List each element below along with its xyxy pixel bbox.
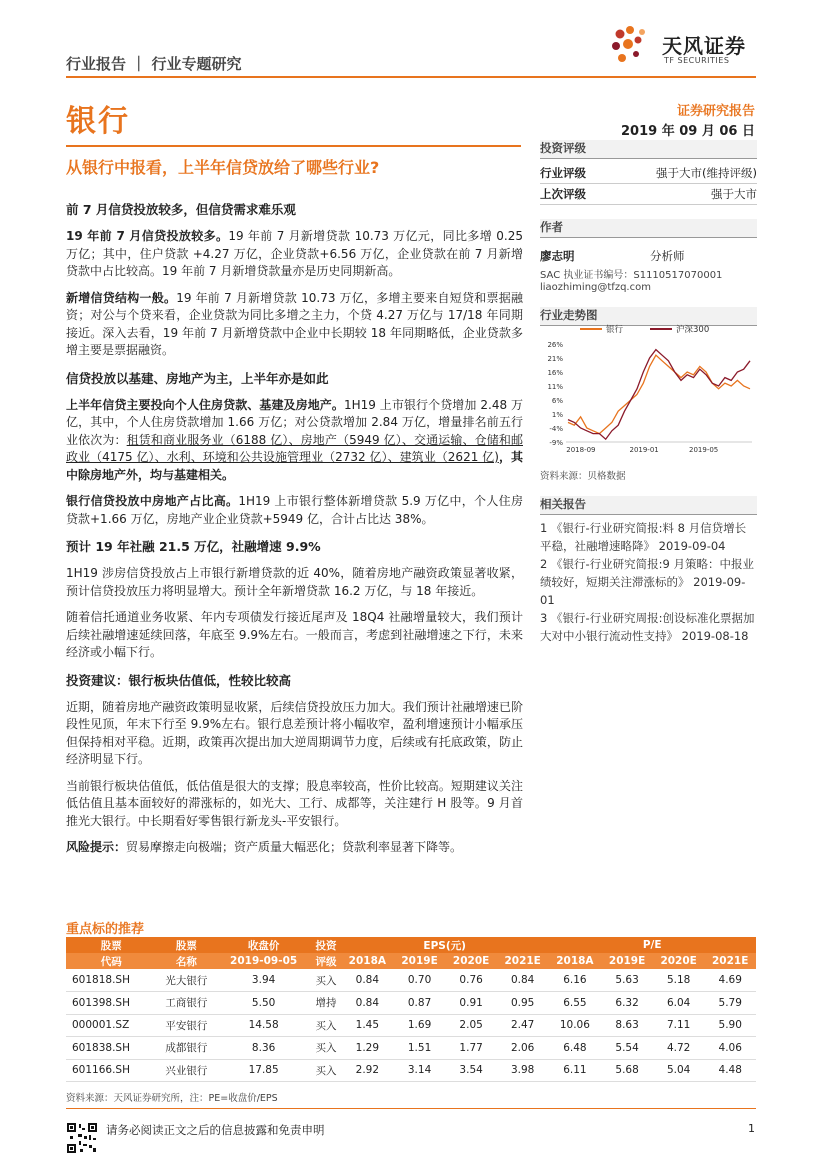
para-text: 19 年前 7 月新增贷款 10.73 万亿元，同比多增 0.25 万亿；其中，住户贷款 +4.27 万亿，企业贷款+6.56 万亿，企业贷款在前 7 月新增贷款中占比较高。19 年前 7 月新增贷款量亦是历史同期新高。	[66, 229, 523, 278]
table-cell: 4.06	[704, 1037, 756, 1060]
x-tick-label: 2018-09	[566, 446, 596, 454]
table-subheader: 2019-09-05	[216, 953, 311, 969]
section-title: 前 7 月信贷投放较多，但信贷需求难乐观	[66, 202, 296, 217]
table-cell: 平安银行	[157, 1014, 216, 1037]
company-name-cn: 天风证券	[662, 34, 746, 58]
table-cell: 0.84	[497, 969, 549, 992]
table-cell: 买入	[311, 1037, 341, 1060]
table-header-row	[66, 953, 756, 969]
table-cell: 7.11	[653, 1014, 705, 1037]
table-row	[66, 992, 756, 1015]
table-cell: 14.58	[216, 1014, 311, 1037]
y-tick-label: -9%	[549, 439, 563, 447]
author-role: 分析师	[650, 249, 685, 263]
table-subheader: 代码	[66, 953, 157, 969]
table-cell: 601166.SH	[66, 1059, 157, 1082]
industry-rating-label: 行业评级	[540, 166, 586, 180]
table-cell: 4.69	[704, 969, 756, 992]
table-cell: 0.70	[394, 969, 446, 992]
report-type: 证券研究报告	[676, 104, 755, 119]
para-text: 贸易摩擦走向极端；资产质量大幅恶化；贷款利率显著下降等。	[126, 840, 463, 854]
table-row	[66, 1014, 756, 1037]
table-cell: 0.91	[445, 992, 497, 1015]
para-lead: 风险提示：	[66, 840, 127, 854]
paragraph: 近期，随着房地产融资政策明显收紧，后续信贷投放压力加大。我们预计社融增速已阶段性见顶，年末下行至 9.9%左右。银行息差预计将小幅收窄，盈利增速预计小幅承压但保持相对平稳。近期，政策再次提出加大逆周期调节力度，后续或有托底政策，防止经济明显下行。	[66, 699, 523, 766]
paragraph	[66, 839, 523, 857]
para-lead: 银行信贷投放中房地产占比高。	[66, 494, 239, 508]
table-cell: 光大银行	[157, 969, 216, 992]
table-header-row	[66, 937, 756, 953]
footer-divider	[66, 1108, 756, 1109]
table-cell: 601838.SH	[66, 1037, 157, 1060]
table-cell: 3.94	[216, 969, 311, 992]
para-underline: 租赁和商业服务业（6188 亿）、房地产（5949 亿）、交通运输、仓储和邮政业（4175 亿）、水利、环境和公共设施管理业（2732 亿）、建筑业（2621 亿)	[66, 432, 523, 464]
table-cell: 买入	[311, 1014, 341, 1037]
company-name-en: TF SECURITIES	[664, 56, 730, 65]
table-header: 投资	[311, 937, 341, 953]
table-cell: 5.50	[216, 992, 311, 1015]
table-source: 资料来源：天风证券研究所，注：PE=收盘价/EPS	[66, 1093, 278, 1104]
y-tick-label: 16%	[547, 369, 563, 377]
table-cell: 6.55	[548, 992, 601, 1015]
y-tick-label: -4%	[549, 425, 563, 433]
table-cell: 3.98	[497, 1059, 549, 1082]
table-cell: 4.72	[653, 1037, 705, 1060]
table-cell: 1.29	[341, 1037, 394, 1060]
table-cell: 17.85	[216, 1059, 311, 1082]
table-cell: 4.48	[704, 1059, 756, 1082]
related-report-item[interactable]: 1 《银行-行业研究简报:料 8 月信贷增长平稳，社融增速略降》 2019-09-04	[540, 521, 747, 553]
header-divider	[66, 76, 756, 78]
table-cell: 买入	[311, 1059, 341, 1082]
section-title: 信贷投放以基建、房地产为主，上半年亦是如此	[66, 370, 329, 386]
y-tick-label: 11%	[547, 383, 563, 391]
table-cell: 成都银行	[157, 1037, 216, 1060]
main-body	[66, 200, 523, 866]
table-row	[66, 1059, 756, 1082]
table-cell: 0.87	[394, 992, 446, 1015]
paragraph	[66, 493, 523, 528]
table-row	[66, 1037, 756, 1060]
logo-mark-icon	[612, 26, 645, 62]
table-cell: 1.45	[341, 1014, 394, 1037]
related-report-item[interactable]: 2 《银行-行业研究简报:9 月策略：中报业绩较好，短期关注滞涨标的》 2019-09-01	[540, 557, 754, 607]
table-cell: 6.16	[548, 969, 601, 992]
para-lead: 新增信贷结构一般。	[66, 290, 177, 305]
table-row	[66, 969, 756, 992]
table-cell: 增持	[311, 992, 341, 1015]
related-reports	[540, 496, 757, 645]
table-cell: 买入	[311, 969, 341, 992]
related-title: 相关报告	[540, 496, 757, 515]
table-cell: 8.63	[601, 1014, 653, 1037]
para-tail: ，其中除房地产外，均与基建相关。	[66, 450, 523, 482]
table-cell: 5.63	[601, 969, 653, 992]
table-header: EPS(元)	[341, 937, 549, 953]
recommend-title: 重点标的推荐	[66, 922, 145, 937]
para-text: 1H19 上市银行个贷增加 2.48 万亿，其中，个人住房贷款增加 1.66 万亿；对公贷款增加 2.84 万亿，增量排名前五行业依次为：	[66, 397, 523, 447]
table-cell: 6.11	[548, 1059, 601, 1082]
author-row	[540, 242, 757, 264]
table-subheader: 2018A	[341, 953, 394, 969]
report-date: 2019 年 09 月 06 日	[621, 124, 755, 139]
table-cell: 1.51	[394, 1037, 446, 1060]
paragraph: 当前银行板块估值低，低估值是很大的支撑；股息率较高，性价比较高。短期建议关注低估值且基本面较好的滞涨标的，如光大、工行、成都等，关注建行 H 股等。9 月首推光大银行。中长期看好零售银行新龙头-平安银行。	[66, 778, 523, 828]
trend-chart	[540, 318, 757, 463]
last-rating-value: 强于大市	[711, 187, 757, 201]
table-subheader: 2021E	[497, 953, 549, 969]
paragraph	[66, 397, 523, 485]
chart-source: 资料来源：贝格数据	[540, 471, 626, 482]
table-cell: 6.04	[653, 992, 705, 1015]
table-subheader: 2019E	[601, 953, 653, 969]
table-cell: 3.54	[445, 1059, 497, 1082]
legend-label: 沪深300	[676, 325, 710, 335]
series-line	[568, 355, 750, 433]
table-cell: 0.76	[445, 969, 497, 992]
table-cell: 601818.SH	[66, 969, 157, 992]
table-cell: 6.48	[548, 1037, 601, 1060]
table-subheader: 2020E	[445, 953, 497, 969]
table-cell: 601398.SH	[66, 992, 157, 1015]
table-cell: 10.06	[548, 1014, 601, 1037]
table-cell: 0.84	[341, 992, 394, 1015]
table-cell: 1.77	[445, 1037, 497, 1060]
x-tick-label: 2019-01	[629, 446, 659, 454]
table-cell: 5.68	[601, 1059, 653, 1082]
table-cell: 2.06	[497, 1037, 549, 1060]
table-cell: 2.47	[497, 1014, 549, 1037]
headline: 从银行中报看，上半年信贷放给了哪些行业?	[66, 158, 380, 177]
page-number: 1	[748, 1122, 755, 1135]
paragraph	[66, 290, 523, 360]
author-title: 作者	[540, 219, 757, 238]
y-tick-label: 6%	[551, 397, 563, 405]
headline-divider	[66, 145, 521, 147]
last-rating-label: 上次评级	[540, 187, 586, 201]
footer-disclaimer: 请务必阅读正文之后的信息披露和免责申明	[106, 1123, 325, 1137]
table-cell: 兴业银行	[157, 1059, 216, 1082]
series-line	[568, 350, 750, 440]
table-cell: 000001.SZ	[66, 1014, 157, 1037]
table-subheader: 名称	[157, 953, 216, 969]
table-cell: 工商银行	[157, 992, 216, 1015]
table-cell: 2.92	[341, 1059, 394, 1082]
y-tick-label: 21%	[547, 355, 563, 363]
industry-rating-row	[540, 163, 757, 184]
table-cell: 6.32	[601, 992, 653, 1015]
table-header: P/E	[548, 937, 756, 953]
table-cell: 0.84	[341, 969, 394, 992]
legend-label: 银行	[606, 325, 624, 335]
author-email[interactable]: liaozhiming@tfzq.com	[540, 282, 651, 293]
table-subheader: 2021E	[704, 953, 756, 969]
table-header: 股票	[157, 937, 216, 953]
table-cell: 5.79	[704, 992, 756, 1015]
para-lead: 上半年信贷主要投向个人住房贷款、基建及房地产。	[66, 397, 344, 412]
table-subheader: 2020E	[653, 953, 705, 969]
last-rating-row	[540, 184, 757, 205]
y-tick-label: 26%	[547, 341, 563, 349]
table-cell: 0.95	[497, 992, 549, 1015]
qr-code-icon	[66, 1122, 98, 1154]
sidebar	[540, 140, 757, 330]
table-cell: 2.05	[445, 1014, 497, 1037]
table-cell: 3.14	[394, 1059, 446, 1082]
author-name: 廖志明	[540, 249, 575, 263]
author-sac: SAC 执业证书编号：S1110517070001	[540, 270, 723, 281]
y-tick-label: 1%	[551, 411, 563, 419]
table-cell: 5.54	[601, 1037, 653, 1060]
table-cell: 8.36	[216, 1037, 311, 1060]
para-lead: 19 年前 7 月信贷投放较多。	[66, 229, 229, 243]
industry-rating-value: 强于大市(维持评级)	[656, 166, 757, 180]
section-title: 投资建议：银行板块估值低，性较比较高	[66, 672, 292, 688]
trend-title: 行业走势图	[540, 307, 757, 326]
table-subheader: 评级	[311, 953, 341, 969]
para-text: 19 年前 7 月新增贷款 10.73 万亿，多增主要来自短贷和票据融资；对公与个贷来看，企业贷款为同比多增之主力，个贷 4.27 万亿与 17/18 年同期接近。深入去看，19 年前 7 月新增贷款中企业中长期较 18 年同期略低，企业贷款多增主要是票据融资。	[66, 290, 523, 357]
paragraph	[66, 228, 523, 281]
rating-title: 投资评级	[540, 140, 757, 159]
table-cell: 5.90	[704, 1014, 756, 1037]
recommend-table	[66, 937, 756, 1082]
table-cell: 5.18	[653, 969, 705, 992]
table-header: 收盘价	[216, 937, 311, 953]
table-subheader: 2019E	[394, 953, 446, 969]
report-category: 行业报告 ｜ 行业专题研究	[66, 55, 242, 73]
paragraph: 随着信托通道业务收紧、年内专项债发行接近尾声及 18Q4 社融增量较大，我们预计后续社融增速延续回落，年底至 9.9%左右。一般而言，考虑到社融增速之下行，未来经济或小幅下行。	[66, 610, 523, 659]
table-subheader: 2018A	[548, 953, 601, 969]
table-cell: 1.69	[394, 1014, 446, 1037]
x-tick-label: 2019-05	[689, 446, 719, 454]
industry-title: 银行	[66, 104, 130, 139]
table-header: 股票	[66, 937, 157, 953]
para-text: 1H19 上市银行整体新增贷款 5.9 万亿中，个人住房贷款+1.66 万亿，房地产业企业贷款+5949 亿，合计占比达 38%。	[66, 494, 523, 526]
table-cell: 5.04	[653, 1059, 705, 1082]
section-title: 预计 19 年社融 21.5 万亿，社融增速 9.9%	[66, 539, 321, 554]
related-report-item[interactable]: 3 《银行-行业研究周报:创设标准化票据加大对中小银行流动性支持》 2019-08-18	[540, 611, 755, 643]
paragraph: 1H19 涉房信贷投放占上市银行新增贷款的近 40%，随着房地产融资政策显著收紧，预计信贷投放压力将明显增大。预计全年新增贷款 16.2 万亿，与 18 年接近。	[66, 566, 523, 598]
